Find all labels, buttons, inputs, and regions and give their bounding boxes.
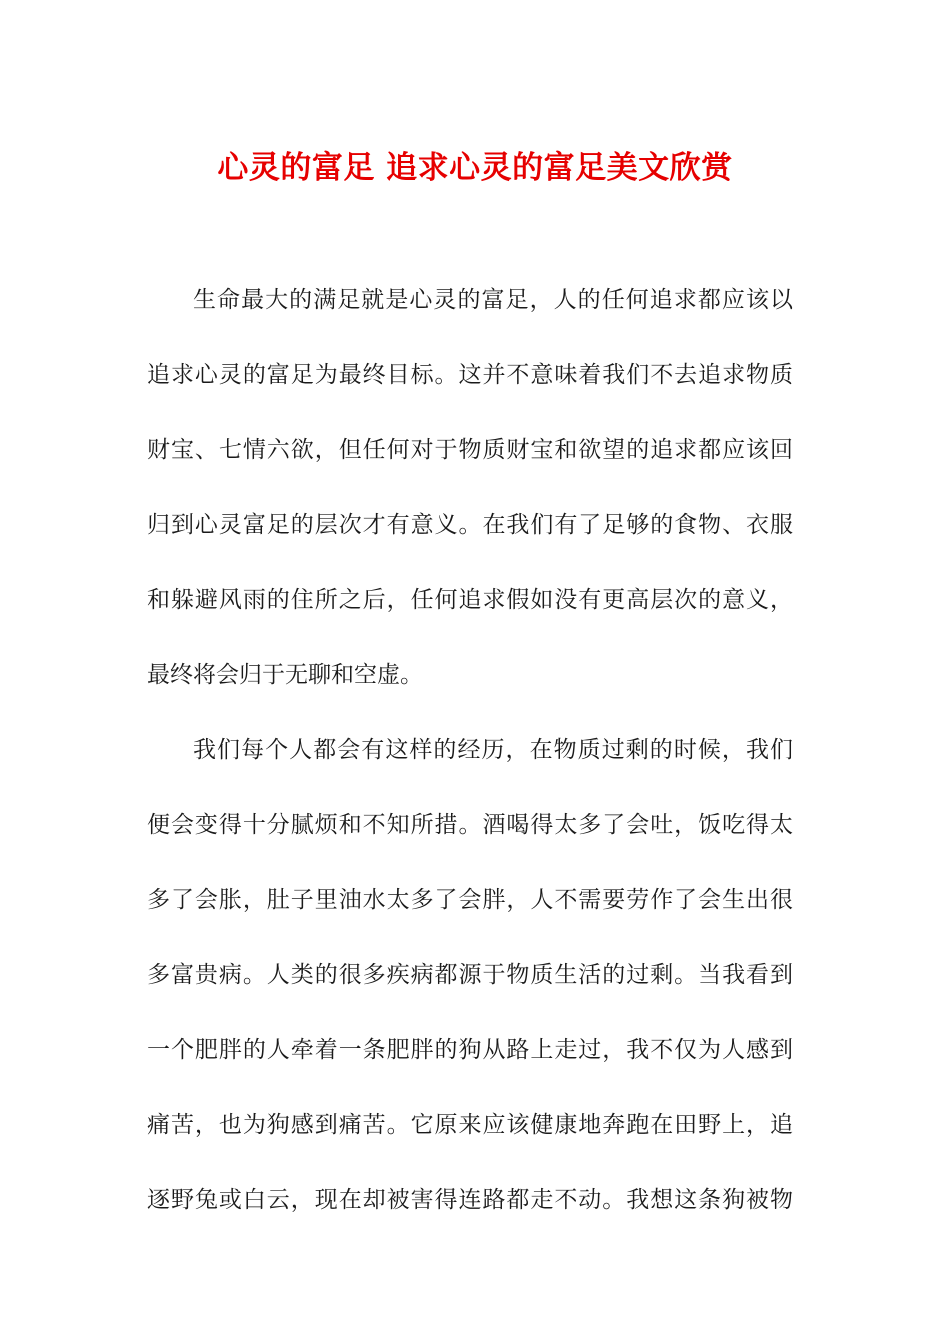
paragraph-line: 逐野兔或白云，现在却被害得连路都走不动。我想这条狗被物 bbox=[147, 1187, 793, 1213]
document-title: 心灵的富足 追求心灵的富足美文欣赏 bbox=[217, 150, 733, 186]
paragraph-line: 多了会胀，肚子里油水太多了会胖，人不需要劳作了会生出很 bbox=[147, 887, 793, 913]
paragraph-line: 最终将会归于无聊和空虚。 bbox=[147, 662, 423, 688]
paragraph-line: 追求心灵的富足为最终目标。这并不意味着我们不去追求物质 bbox=[147, 362, 793, 388]
paragraph-line: 我们每个人都会有这样的经历，在物质过剩的时候，我们 bbox=[193, 737, 793, 763]
paragraph-line: 便会变得十分腻烦和不知所措。酒喝得太多了会吐，饭吃得太 bbox=[147, 812, 793, 838]
paragraph-line: 财宝、七情六欲，但任何对于物质财宝和欲望的追求都应该回 bbox=[147, 437, 793, 463]
paragraph-line: 和躲避风雨的住所之后，任何追求假如没有更高层次的意义， bbox=[147, 587, 793, 613]
paragraph-line: 痛苦，也为狗感到痛苦。它原来应该健康地奔跑在田野上，追 bbox=[147, 1112, 793, 1138]
paragraph-line: 多富贵病。人类的很多疾病都源于物质生活的过剩。当我看到 bbox=[147, 962, 793, 988]
paragraph-line: 生命最大的满足就是心灵的富足，人的任何追求都应该以 bbox=[193, 287, 793, 313]
paragraph-line: 一个肥胖的人牵着一条肥胖的狗从路上走过，我不仅为人感到 bbox=[147, 1037, 793, 1063]
paragraph-line: 归到心灵富足的层次才有意义。在我们有了足够的食物、衣服 bbox=[147, 512, 793, 538]
